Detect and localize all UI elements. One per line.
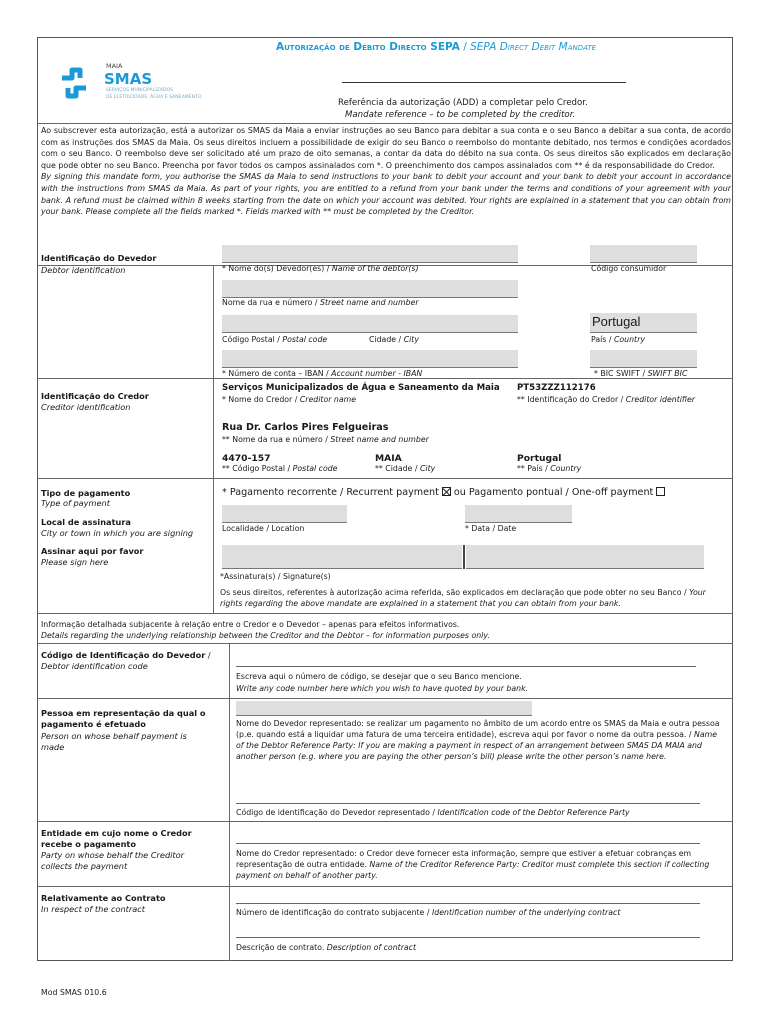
creditor-party-line[interactable]	[236, 843, 700, 844]
represented-name-field[interactable]	[236, 701, 532, 716]
signature-caption: *Assinatura(s) / Signature(s)	[220, 572, 331, 581]
creditor-country-value: Portugal	[517, 453, 562, 464]
separator	[37, 643, 733, 644]
debtor-name-caption: * Nome do(s) Devedor(es) / Name of the debtor(s)	[222, 264, 419, 273]
debtor-code-line[interactable]	[236, 666, 696, 667]
oneoff-payment-label: Pagamento pontual / One-off payment	[468, 487, 654, 498]
contract-description-caption: Descrição de contrato. Description of contract	[236, 943, 417, 952]
payment-type-label-en: Type of payment	[41, 498, 110, 508]
debtor-country-field[interactable]	[590, 313, 697, 333]
logo-smas: SMAS	[104, 70, 153, 88]
locality-field[interactable]	[222, 505, 347, 523]
contract-number-caption: Número de identificação do contrato subjacente / Identification number of the underlying contract	[236, 908, 621, 917]
creditor-city-value: MAIA	[375, 453, 402, 464]
recurrent-payment-checkbox[interactable]	[442, 487, 451, 496]
rights-statement	[220, 587, 720, 609]
smas-logo	[58, 62, 208, 107]
debtor-street-field[interactable]	[222, 280, 518, 298]
creditor-street-value: Rua Dr. Carlos Pires Felgueiras	[222, 422, 389, 433]
sign-here-label: Assinar aqui por favor	[41, 546, 144, 556]
logo-sub-2: DE ELETRICIDADE, ÁGUA E SANEAMENTO	[106, 95, 202, 100]
creditor-id-caption: ** Identificação do Credor / Creditor identifier	[517, 395, 695, 404]
contract-label-en: In respect of the contract	[41, 904, 145, 914]
separator	[37, 378, 733, 379]
payment-options	[222, 487, 668, 498]
title-en: SEPA Direct Debit Mandate	[470, 41, 597, 53]
debtor-code-label: Código de Identificação do Devedor /	[41, 650, 211, 660]
signature-field-2[interactable]	[466, 545, 704, 569]
creditor-name-value: Serviços Municipalizados de Água e Saneamento da Maia	[222, 383, 500, 393]
form-title	[276, 41, 596, 53]
intro-en: By signing this mandate form, you authorise the SMAS da Maia to send instructions to your bank to debit your account and your bank to debit your account in accordance with the instructions from SMAS da Maia. As part of your rights, you are entitled to a refund from your bank under the terms and conditions of your agreement with your bank. A refund must be claimed within 8 weeks starting from the date on which your account was debited. Your rights are explained in a statement that you can obtain from your bank. Please complete all the fields marked *. Fields marked with ** must be completed by the Creditor.	[41, 172, 731, 217]
creditor-postal-value: 4470-157	[222, 453, 271, 464]
represented-help-en: Name of the Debtor Reference Party: If you are making a payment in respect of an arrangement between SMAS DA MAIA and another person (e.g. where you are paying the other person’s bill) please write the other person’s name here.	[236, 730, 718, 761]
debtor-postal-city-field[interactable]	[222, 315, 518, 333]
contract-number-line[interactable]	[236, 903, 700, 904]
signing-place-label: Local de assinatura	[41, 517, 131, 527]
represented-help-pt: Nome do Devedor representado: se realizar um pagamento no âmbito de um acordo entre os SMAS da Maia e outra pessoa (p.e. quando está a liquidar uma fatura de uma terceira entidade), escreva aqui por favor o nome da outra pessoa. /	[236, 719, 720, 739]
debtor-name-field[interactable]	[222, 245, 518, 263]
separator	[37, 886, 733, 887]
represented-help	[236, 718, 726, 762]
or-label: ou	[453, 487, 466, 498]
contract-description-line[interactable]	[236, 937, 700, 938]
separator	[37, 478, 733, 479]
debtor-code-label-en: Debtor identification code	[41, 661, 148, 671]
rights-en: Your rights regarding the above mandate are explained in a statement that you can obtain from your bank.	[220, 588, 706, 608]
creditor-id-value: PT53ZZZ112176	[517, 383, 596, 393]
recurrent-payment-label: * Pagamento recorrente / Recurrent payment	[222, 487, 439, 498]
separator	[37, 821, 733, 822]
logo-maia: MAIA	[106, 62, 123, 70]
creditor-party-label: Entidade em cujo nome o Credor recebe o pagamento	[41, 828, 192, 849]
debtor-city-caption: Cidade / City	[369, 335, 419, 344]
debtor-iban-caption: * Número de conta – IBAN / Account number - IBAN	[222, 369, 423, 378]
creditor-country-caption: ** País / Country	[517, 464, 582, 473]
debtor-bic-caption: * BIC SWIFT / SWIFT BIC	[594, 369, 688, 378]
debtor-section-label-en: Debtor identification	[41, 265, 126, 275]
signature-field-1[interactable]	[222, 545, 462, 569]
model-number: Mod SMAS 010.6	[41, 988, 107, 997]
logo-sub-1: SERVIÇOS MUNICIPALIZADOS	[106, 88, 174, 93]
debtor-postal-caption: Código Postal / Postal code	[222, 335, 328, 344]
mandate-ref-pt: Referência da autorização (ADD) a completar pelo Credor.	[338, 98, 588, 108]
creditor-party-label-en: Party on whose behalf the Creditor collects the payment	[41, 850, 184, 871]
debtor-street-caption: Nome da rua e número / Street name and number	[222, 298, 419, 307]
intro-text	[41, 125, 731, 218]
oneoff-payment-checkbox[interactable]	[656, 487, 665, 496]
info-pt: Informação detalhada subjacente à relação entre o Credor e o Devedor – apenas para efeitos informativos.	[41, 620, 460, 629]
creditor-name-caption: * Nome do Credor / Creditor name	[222, 395, 357, 404]
debtor-bic-field[interactable]	[590, 350, 697, 368]
creditor-section-label-en: Creditor identification	[41, 402, 131, 412]
debtor-iban-field[interactable]	[222, 350, 518, 368]
smas-logo-icon	[58, 66, 90, 102]
sign-here-label-en: Please sign here	[41, 557, 109, 567]
debtor-code-help-en: Write any code number here which you wish to have quoted by your bank.	[236, 684, 529, 693]
signature-divider	[463, 545, 465, 569]
client-code-field[interactable]	[590, 245, 697, 263]
date-caption: * Data / Date	[465, 524, 517, 533]
signing-place-label-en: City or town in which you are signing	[41, 528, 194, 538]
mandate-reference-line[interactable]	[342, 82, 626, 83]
creditor-party-help-pt: Nome do Credor representado: o Credor deve fornecer esta informação, sempre que estiver a efetuar cobranças em representação de outra entidade.	[236, 849, 692, 869]
represented-label: Pessoa em representação da qual o pagamento é efetuado	[41, 708, 206, 729]
client-code-caption: Código consumidor	[591, 264, 667, 273]
creditor-city-caption: ** Cidade / City	[375, 464, 436, 473]
info-en: Details regarding the underlying relationship between the Creditor and the Debtor – for information purposes only.	[41, 631, 490, 640]
payment-type-label: Tipo de pagamento	[41, 488, 131, 498]
separator	[37, 123, 733, 124]
separator	[37, 613, 733, 614]
rights-pt: Os seus direitos, referentes à autorização acima referida, são explicados em declaração que pode obter no seu Banco /	[220, 588, 687, 597]
mandate-ref-en: Mandate reference – to be completed by the creditor.	[345, 110, 576, 120]
creditor-postal-caption: ** Código Postal / Postal code	[222, 464, 338, 473]
intro-pt: Ao subscrever esta autorização, está a autorizar os SMAS da Maia a enviar instruções ao seu Banco para debitar a sua conta e o seu Banco a debitar a sua conta, de acordo com as instruções dos SMAS da Maia. Os seus direitos incluem a possibilidade de exigir do seu Banco o reembolso do montante debitado, nos termos e condições acordados com o seu Banco. O reembolso deve ser solicitado até um prazo de oito semanas, a contar da data do débito na sua conta. Os seus direitos são explicados em declaração que pode obter no seu Banco. Preencha por favor todos os campos assinalados com *. O preenchimento dos campos assinalados com ** é da responsabilidade do Credor.	[41, 126, 731, 170]
represented-code-line[interactable]	[236, 803, 700, 804]
debtor-country-caption: País / Country	[591, 335, 645, 344]
debtor-country-value: Portugal	[592, 314, 641, 329]
separator	[37, 698, 733, 699]
creditor-street-caption: ** Nome da rua e número / Street name and number	[222, 435, 429, 444]
creditor-party-help	[236, 848, 728, 881]
contract-label: Relativamente ao Contrato	[41, 893, 166, 903]
column-divider	[229, 643, 230, 961]
title-slash: /	[463, 41, 467, 53]
represented-code-caption: Código de identificação do Devedor representado / Identification code of the Debtor Reference Party	[236, 808, 630, 817]
date-field[interactable]	[465, 505, 572, 523]
debtor-section-label: Identificação do Devedor	[41, 253, 157, 263]
creditor-section-label: Identificação do Credor	[41, 391, 149, 401]
creditor-party-help-en: Name of the Creditor Reference Party: Creditor must complete this section if collecting payment on behalf of another party.	[236, 860, 710, 880]
column-divider	[213, 265, 214, 613]
locality-caption: Localidade / Location	[222, 524, 305, 533]
debtor-code-help-pt: Escreva aqui o número de código, se desejar que o seu Banco mencione.	[236, 672, 522, 681]
title-pt: Autorização de Débito Directo SEPA	[276, 41, 460, 53]
represented-label-en: Person on whose behalf payment is made	[41, 731, 187, 752]
